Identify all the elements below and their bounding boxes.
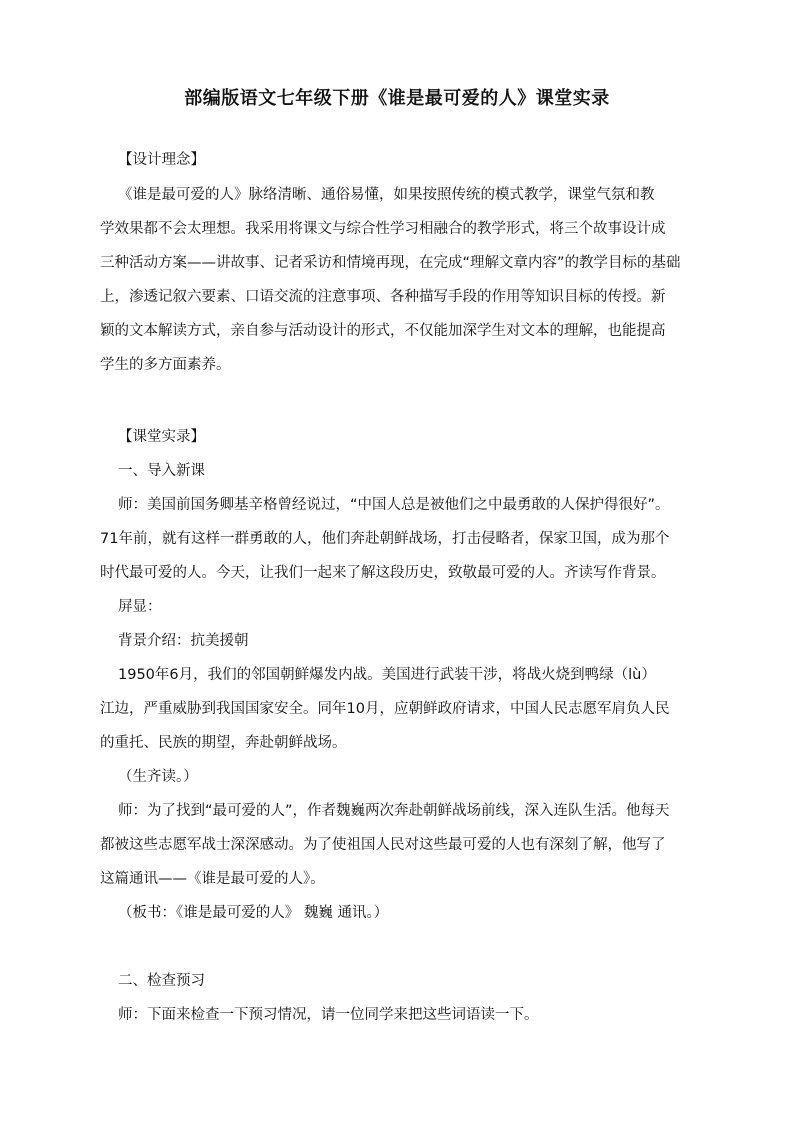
design-paragraph-line: 《谁是最可爱的人》脉络清晰、通俗易懂，如果按照传统的模式教学，课堂气氛和教	[118, 187, 655, 203]
intro-paragraph-line: 71年前，就有这样一群勇敢的人，他们奔赴朝鲜战场，打击侵略者，保家卫国，成为那个	[100, 531, 670, 547]
part1-heading: 一、导入新课	[118, 463, 205, 479]
intro-paragraph-line: 时代最可爱的人。今天，让我们一起来了解这段历史，致敬最可爱的人。齐读写作背景。	[100, 565, 666, 581]
background-paragraph-line: 1950年6月，我们的邻国朝鲜爆发内战。美国进行武装干涉，将战火烧到鸭绿（lù）	[118, 667, 656, 683]
teacher-paragraph-line: 都被这些志愿军战士深深感动。为了使祖国人民对这些最可爱的人也有深刻了解，他写了	[100, 837, 666, 853]
design-paragraph-line: 颖的文本解读方式，亲自参与活动设计的形式，不仅能加深学生对文本的理解，也能提高	[100, 323, 666, 339]
design-paragraph-line: 学生的多方面素养。	[100, 357, 231, 373]
design-paragraph-line: 上，渗透记叙六要素、口语交流的注意事项、各种描写手段的作用等知识目标的传授。新	[100, 289, 666, 305]
design-heading: 【设计理念】	[118, 152, 205, 168]
part2-heading: 二、检查预习	[118, 973, 205, 989]
background-title: 背景介绍：抗美援朝	[118, 633, 249, 649]
page-title: 部编版语文七年级下册《谁是最可爱的人》课堂实录	[184, 88, 610, 109]
background-paragraph-line: 江边，严重威胁到我国国家安全。同年10月，应朝鲜政府请求，中国人民志愿军肩负人民	[100, 701, 670, 717]
board-note: （板书：《谁是最可爱的人》 魏巍 通讯。）	[118, 905, 389, 921]
students-read-note: （生齐读。）	[118, 769, 198, 785]
teacher-paragraph-line: 这篇通讯——《谁是最可爱的人》。	[100, 871, 325, 887]
screen-label: 屏显：	[118, 599, 162, 615]
background-paragraph-line: 的重托、民族的期望，奔赴朝鲜战场。	[100, 735, 347, 751]
design-paragraph-line: 三种活动方案——讲故事、记者采访和情境再现，在完成“理解文章内容”的教学目标的基础	[100, 255, 681, 271]
part2-paragraph-line: 师：下面来检查一下预习情况，请一位同学来把这些词语读一下。	[118, 1007, 539, 1023]
design-paragraph-line: 学效果都不会太理想。我采用将课文与综合性学习相融合的教学形式，将三个故事设计成	[100, 221, 666, 237]
intro-paragraph-line: 师：美国前国务卿基辛格曾经说过，“中国人总是被他们之中最勇敢的人保护得很好”。	[118, 497, 670, 513]
teacher-paragraph-line: 师：为了找到“最可爱的人”，作者魏巍两次奔赴朝鲜战场前线，深入连队生活。他每天	[118, 803, 670, 819]
record-heading: 【课堂实录】	[118, 429, 205, 445]
